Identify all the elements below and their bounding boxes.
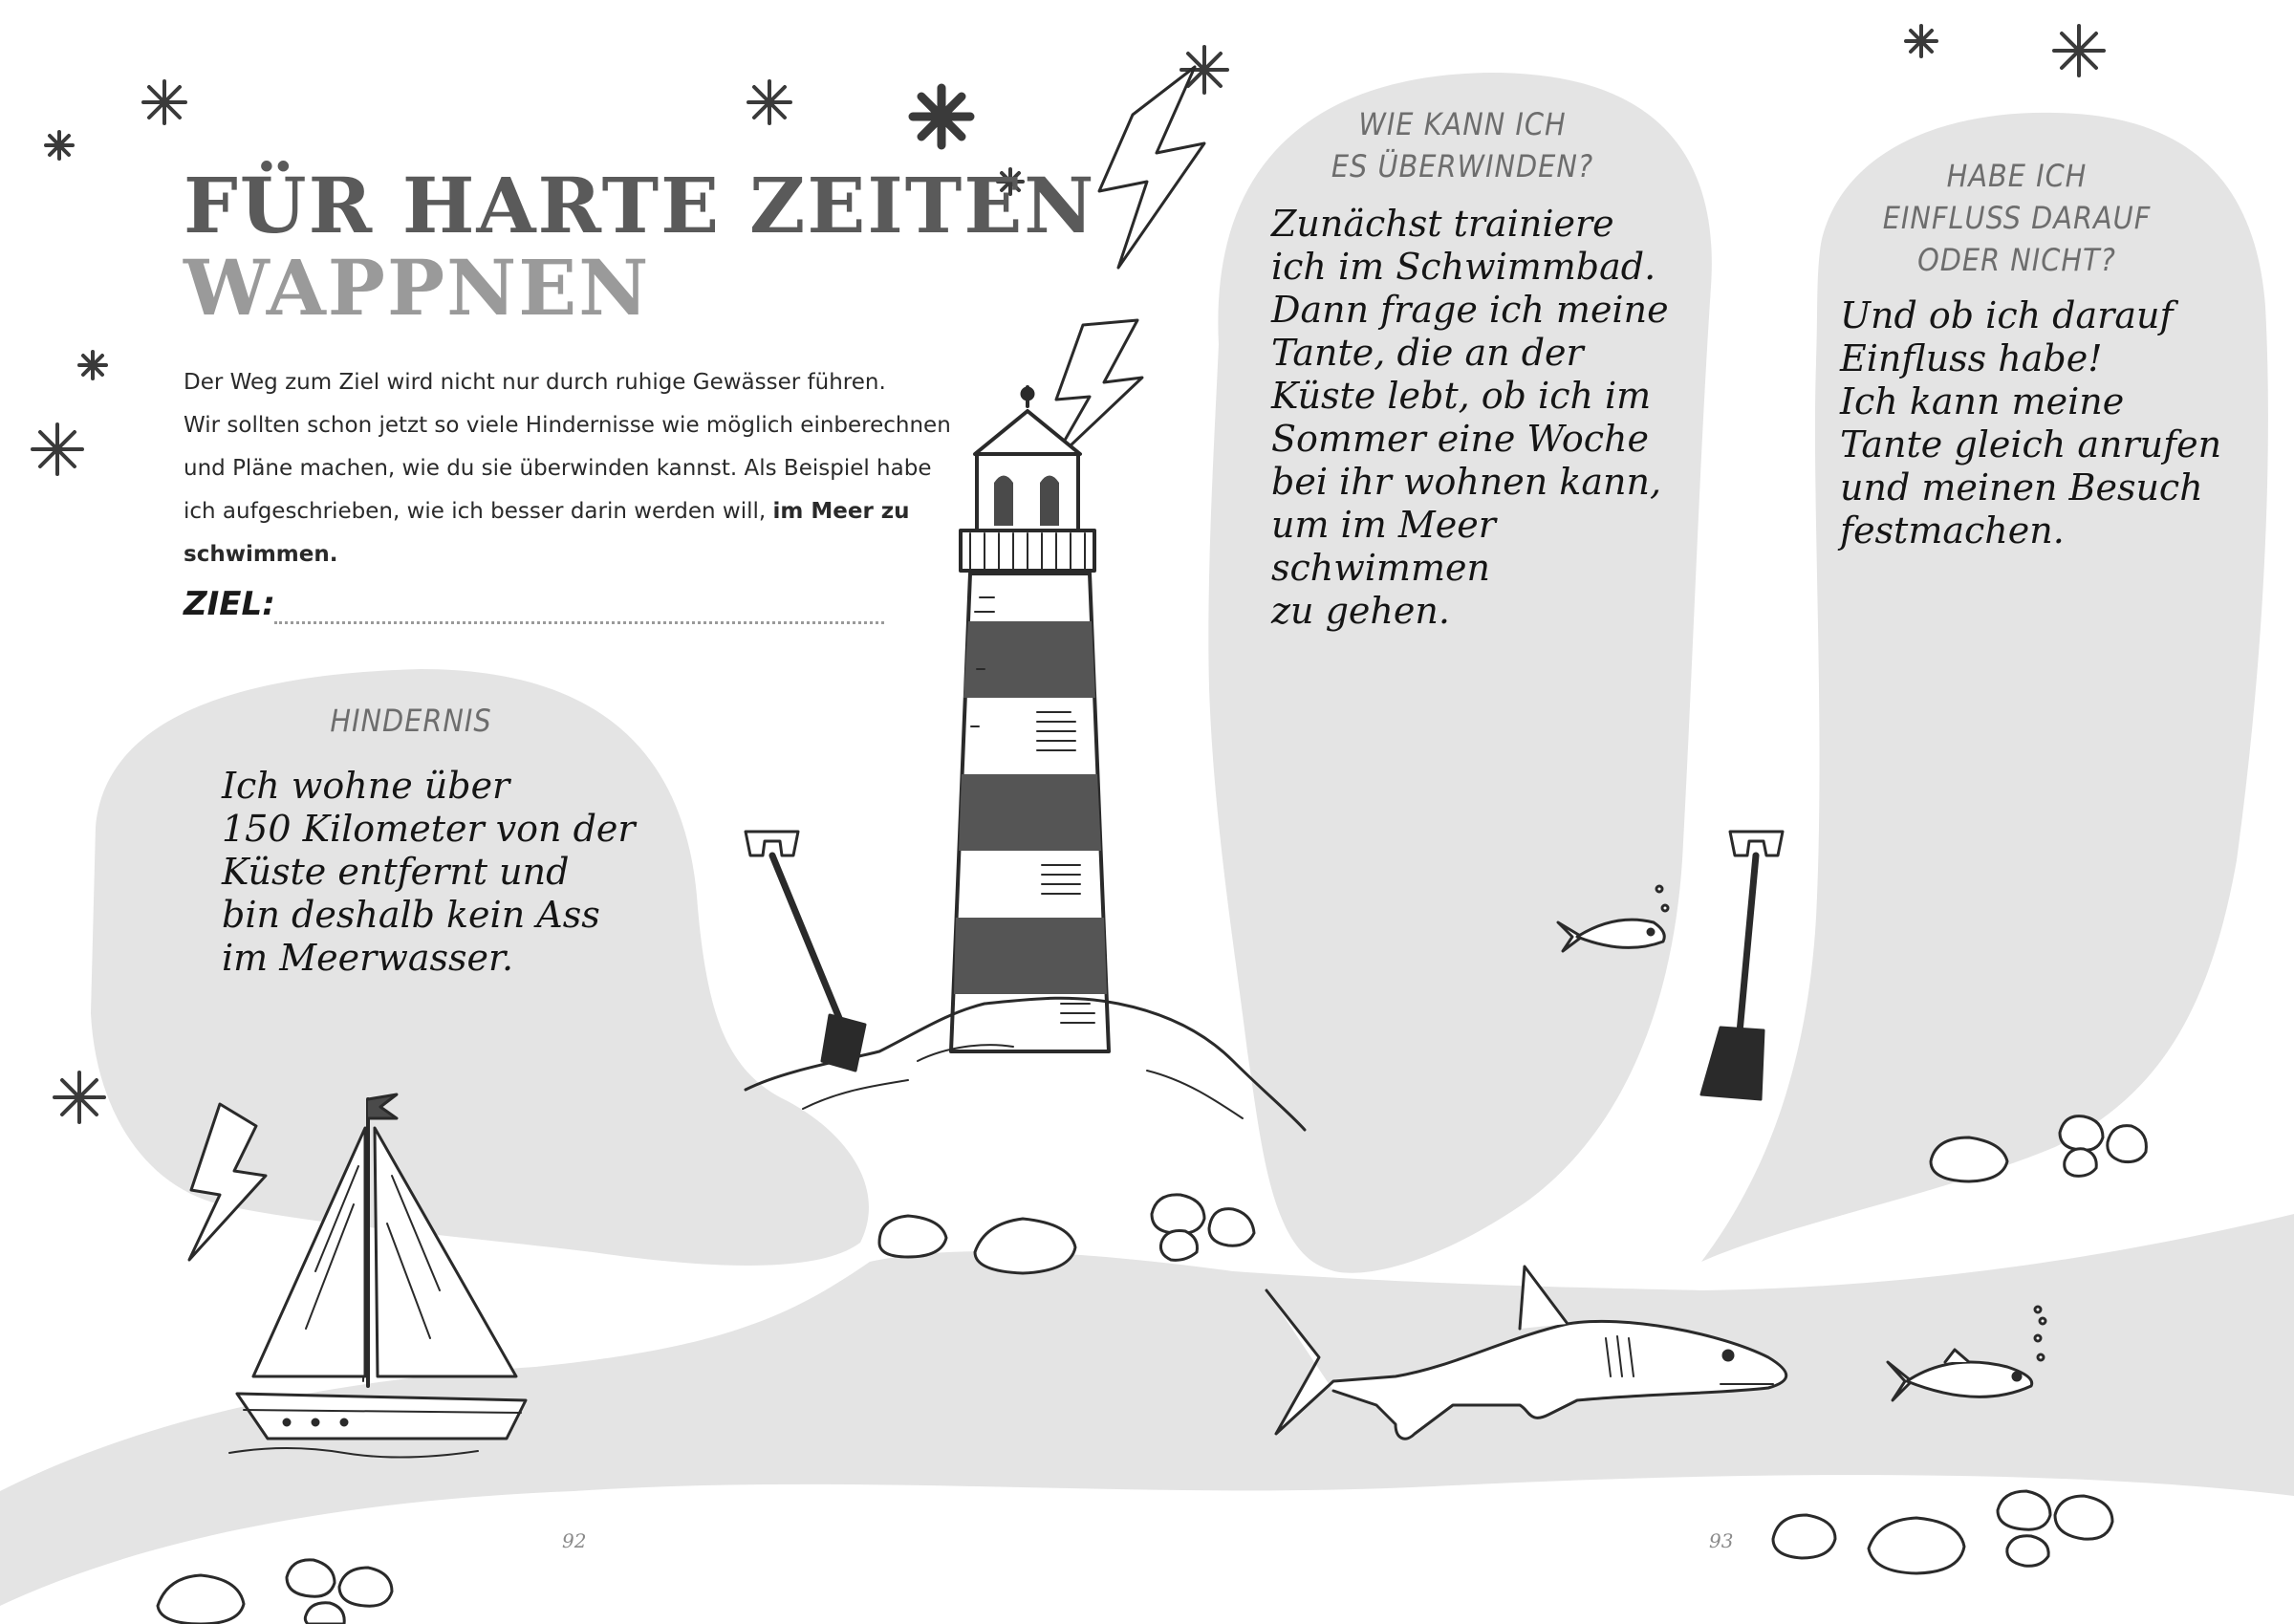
shark-icon [1266,1267,1786,1439]
lighthouse-icon [951,387,1109,1051]
intro-line-2: Wir sollten schon jetzt so viele Hindernisse wie möglich einberechnen [184,413,951,438]
overcome-text: Zunächst trainiere ich im Schwimmbad. Dann frage ich meine Tante, die an der Küste lebt, ob ich im Sommer eine Woche bei ihr wohnen kann, um im Meer schwimmen zu gehen. [1271,203,1669,632]
title-line-2: WAPPNEN [184,243,651,333]
intro-bold: im Meer zu [772,499,910,524]
influence-heading: HABE ICH EINFLUSS DARAUF ODER NICHT? [1882,158,2152,278]
page-title [184,161,1096,333]
page-number-right: 93 [1709,1529,1734,1552]
intro-line-5: schwimmen. [184,542,338,567]
sailboat-icon [229,1094,526,1458]
goal-input-line[interactable] [274,621,884,624]
obstacle-heading: HINDERNIS [330,703,492,739]
title-line-1: FÜR HARTE ZEITEN [184,161,1096,250]
overcome-heading: WIE KANN ICH ES ÜBERWINDEN? [1331,106,1594,184]
intro-paragraph [184,361,967,576]
intro-line-1: Der Weg zum Ziel wird nicht nur durch ruhige Gewässer führen. [184,370,886,395]
page-number-left: 92 [562,1529,587,1552]
goal-label: ZIEL: [184,585,275,623]
intro-line-4: ich aufgeschrieben, wie ich besser darin werden will, [184,499,767,524]
intro-line-3: und Pläne machen, wie du sie überwinden kannst. Als Beispiel habe [184,456,932,481]
obstacle-text: Ich wohne über 150 Kilometer von der Küste entfernt und bin deshalb kein Ass im Meerwasser. [222,765,636,979]
influence-text: Und ob ich darauf Einfluss habe! Ich kann meine Tante gleich anrufen und meinen Besuch festmachen. [1840,294,2222,552]
shovel-icon [746,832,1783,1099]
